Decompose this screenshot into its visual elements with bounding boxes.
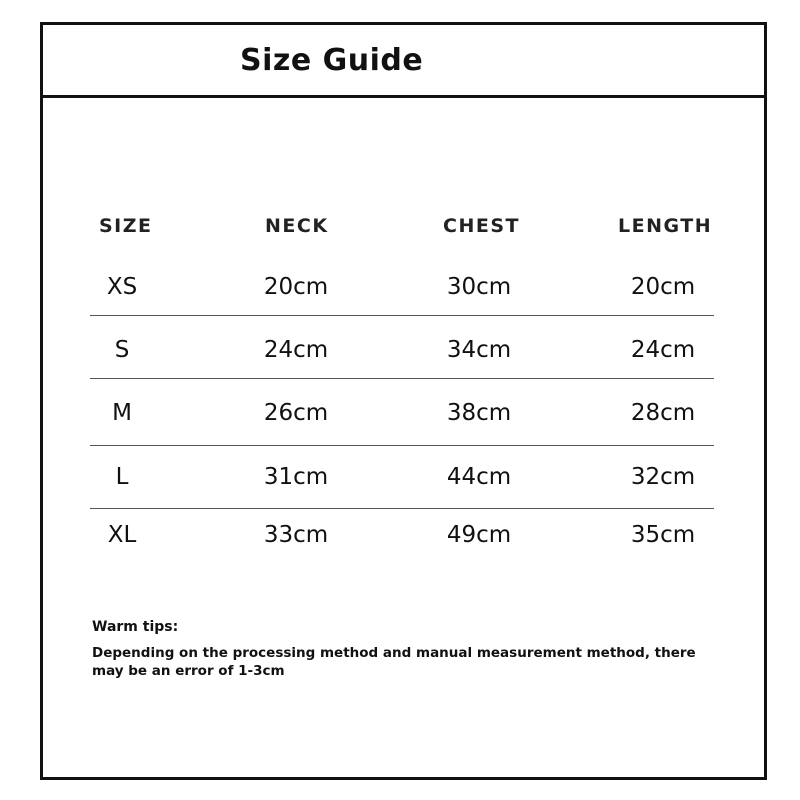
column-header-size: SIZE (99, 215, 153, 237)
column-header-chest: CHEST (443, 215, 520, 237)
size-cell: L (115, 464, 129, 490)
row-divider (90, 508, 714, 509)
length-cell: 35cm (630, 522, 696, 548)
header (43, 25, 764, 98)
page-title: Size Guide (240, 43, 424, 78)
chest-cell: 30cm (446, 274, 512, 300)
length-cell: 32cm (630, 464, 696, 490)
size-cell: S (114, 337, 130, 363)
length-cell: 24cm (630, 337, 696, 363)
column-header-length: LENGTH (618, 215, 713, 237)
chest-cell: 38cm (446, 400, 512, 426)
row-divider (90, 378, 714, 379)
length-cell: 20cm (630, 274, 696, 300)
neck-cell: 31cm (263, 464, 329, 490)
chest-cell: 34cm (446, 337, 512, 363)
tips-title: Warm tips: (92, 619, 179, 635)
size-cell: XL (107, 522, 137, 548)
tips-text: Depending on the processing method and manual measurement method, there may be an error of 1-3cm (92, 645, 696, 679)
column-header-neck: NECK (265, 215, 329, 237)
row-divider (90, 445, 714, 446)
chest-cell: 49cm (446, 522, 512, 548)
size-cell: XS (106, 274, 138, 300)
size-cell: M (112, 400, 132, 426)
chest-cell: 44cm (446, 464, 512, 490)
length-cell: 28cm (630, 400, 696, 426)
neck-cell: 33cm (263, 522, 329, 548)
size-guide-frame (40, 22, 767, 780)
neck-cell: 26cm (263, 400, 329, 426)
neck-cell: 20cm (263, 274, 329, 300)
neck-cell: 24cm (263, 337, 329, 363)
row-divider (90, 315, 714, 316)
